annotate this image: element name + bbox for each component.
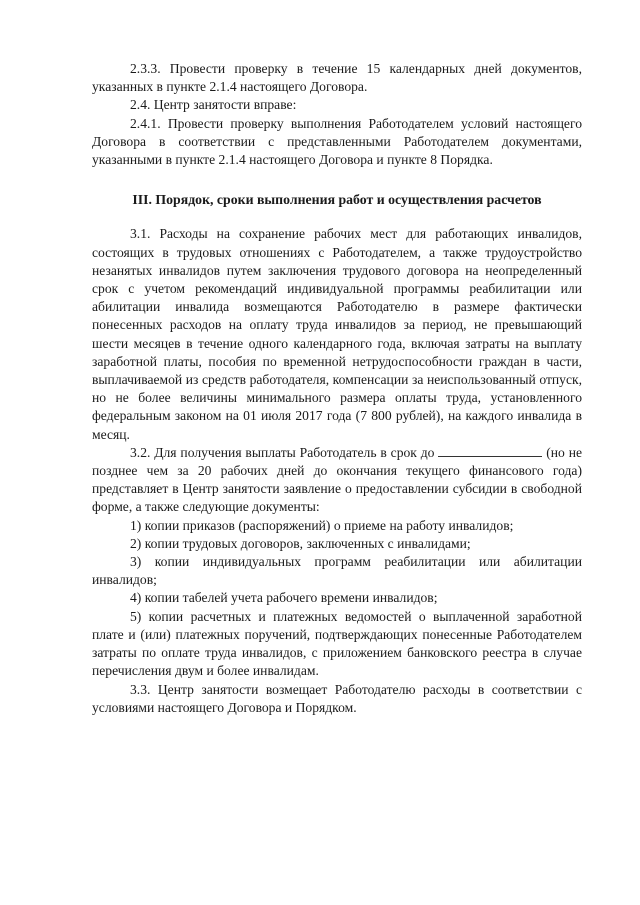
clause-2-4: 2.4. Центр занятости вправе: — [130, 97, 297, 113]
document-list-item: 3) копии индивидуальных программ реабилитации или абилитации инвалидов; — [92, 554, 582, 588]
clause-3-3: 3.3. Центр занятости возмещает Работодателю расходы в соответствии с условиями настоящего Договора и Порядком. — [92, 681, 582, 715]
date-blank-line — [438, 444, 542, 457]
clause-2-3-3: 2.3.3. Провести проверку в течение 15 календарных дней документов, указанных в пункте 2.1.4 настоящего Договора. — [92, 61, 582, 95]
clause-3-1: 3.1. Расходы на сохранение рабочих мест для работающих инвалидов, состоящих в трудовых отношениях с Работодателем, а также трудоустройство незанятых инвалидов путем заключения трудового договора на неопределенный срок с учетом рекомендаций индивидуальной программы реабилитации или абилитации инвалида возмещаются Работодателю в размере фактически понесенных расходов на оплату труда инвалидов за период, не превышающий шести месяцев в течение одного календарного года, включая затраты на выплату заработной платы, пособия по временной нетрудоспособности граждан в части, выплачиваемой из средств работодателя, компенсации за неиспользованный отпуск, но не более величины минимального размера оплаты труда, установленного федеральным законом на 01 июля 2017 года (7 800 рублей), на каждого инвалида в месяц. — [92, 226, 582, 442]
clause-3-2 — [92, 444, 582, 517]
clause-3-2-rest: (но не позднее чем за 20 рабочих дней до окончания текущего финансового года) представляет в Центр занятости заявление о предоставлении субсидии в свободной форме, а также следующие документы: — [92, 444, 583, 515]
document-page — [92, 60, 582, 717]
clause-2-4-1: 2.4.1. Провести проверку выполнения Работодателем условий настоящего Договора в соответствии с представленными Работодателем документами, указанными в пункте 2.1.4 настоящего Договора и пункте 8 Порядка. — [92, 115, 582, 168]
document-list-item: 5) копии расчетных и платежных ведомостей о выплаченной заработной плате и (или) платежных поручений, подтверждающих понесенные Работодателем затраты по оплате труда инвалидов, с приложением банковского реестра в случае перечисления двум и более инвалидам. — [92, 608, 582, 679]
document-list-item: 4) копии табелей учета рабочего времени инвалидов; — [130, 590, 438, 606]
clause-3-2-start: 3.2. Для получения выплаты Работодатель в срок до — [130, 444, 435, 460]
document-list-item: 2) копии трудовых договоров, заключенных с инвалидами; — [130, 535, 471, 551]
document-list-item: 1) копии приказов (распоряжений) о приеме на работу инвалидов; — [130, 517, 514, 533]
section-heading-3: III. Порядок, сроки выполнения работ и осуществления расчетов — [132, 192, 542, 208]
